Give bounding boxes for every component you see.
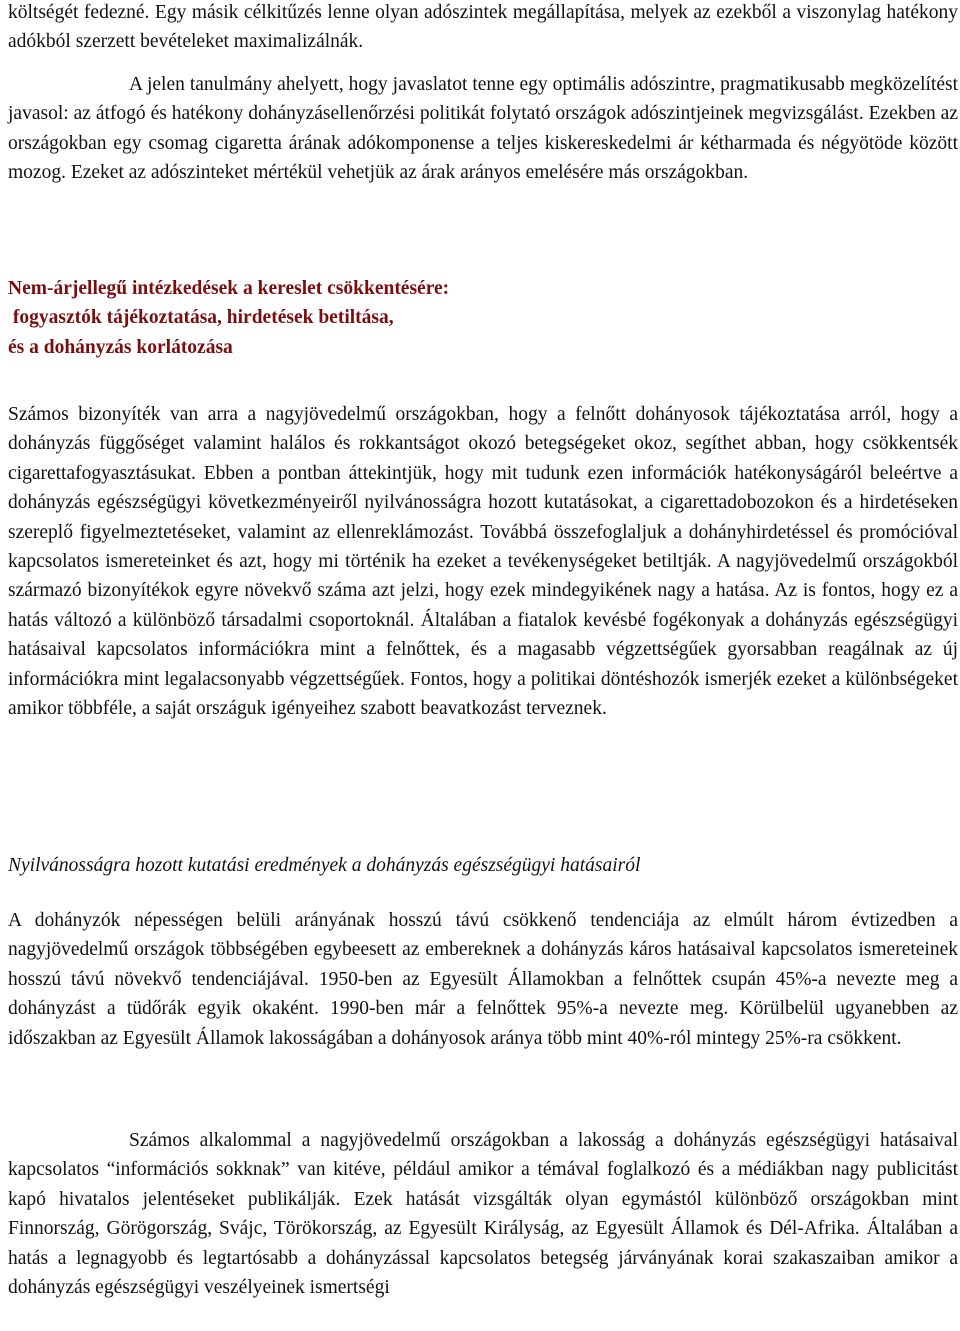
paragraph-information-shock: Számos alkalommal a nagyjövedelmű országokban a lakosság a dohányzás egészségügyi hatásaival kapcsolatos “információs sokknak” van kitéve, például amikor a témával foglalkozó és a médiákban nagy publicitást kapó hivatalos jelentéseket publikálják. Ezek hatását vizsgálták olyan egymástól különböző országokban mint Finnország, Görögország, Svájc, Törökország, az Egyesült Királyság, az Egyesült Államok és Dél-Afrika. Általában a hatás a legnagyobb és legtartósabb a dohányzással kapcsolatos betegség járványának korai szakaszaiban amikor a dohányzás egészségügyi veszélyeinek ismertségi (8, 1130, 958, 1299)
section-heading-line-1: Nem-árjellegű intézkedések a kereslet csökkentésére: (8, 278, 450, 299)
paragraph-pragmatic-approach: A jelen tanulmány ahelyett, hogy javaslatot tenne egy optimális adószintre, pragmatikusabb megközelítést javasol: az átfogó és hatékony dohányzásellenőrzési politikát folytató országok adószintjeinek megvizsgálást. Ezekben az országokban egy csomag cigaretta árának adókomponense a teljes kiskereskedelmi ár kétharmada és négyötöde között mozog. Ezeket az adószinteket mértékül vehetjük az árak arányos emelésére más országokban. (8, 74, 958, 184)
paragraph-tax-goals: költségét fedezné. Egy másik célkitűzés lenne olyan adószintek megállapítása, melyek az ezekből a viszonylag hatékony adókból szerzett bevételeket maximalizálnák. (8, 2, 958, 53)
section-heading-line-3: és a dohányzás korlátozása (8, 336, 233, 358)
section-heading (8, 274, 449, 362)
subsection-heading: Nyilvánosságra hozott kutatási eredmények a dohányzás egészségügyi hatásairól (8, 855, 641, 876)
paragraph-consumer-information: Számos bizonyíték van arra a nagyjövedelmű országokban, hogy a felnőtt dohányosok tájékoztatása arról, hogy a dohányzás függőséget valamint halálos és rokkantságot okozó betegségeket okoz, segíthet abban, hogy csökkentsék cigarettafogyasztásukat. Ebben a pontban áttekintjük, hogy mit tudunk ezen információk hatékonyságáról beleértve a dohányzás egészségügyi következményeiről nyilvánosságra hozott kutatásokat, a cigarettadobozokon és a hirdetéseken szereplő figyelmeztetéseket, valamint az ellenreklámozást. Továbbá összefoglaljuk a dohányhirdetéssel és promócióval kapcsolatos ismereteinket és azt, hogy mi történik ha ezeket a tevékenységeket betiltják. A nagyjövedelmű országokból származó bizonyítékok egyre növekvő száma azt jelzi, hogy ezek mindegyikének nagy a hatása. Az is fontos, hogy ez a hatás változó a különböző társadalmi csoportoknál. Általában a fiatalok kevésbé fogékonyak a dohányzás egészségügyi hatásaival kapcsolatos információkra mint a felnőttek, és a magasabb végzettségűek gyorsabban reagálnak az új információkra mint legalacsonyabb végzettségűek. Fontos, hogy a politikai döntéshozók ismerjék ezeket a különbségeket amikor többféle, a saját országuk igényeihez szabott beavatkozást terveznek. (8, 404, 958, 720)
paragraph-long-term-trends: A dohányzók népességen belüli arányának hosszú távú csökkenő tendenciája az elmúlt három évtizedben a nagyjövedelmű országok többségében egybeesett az embereknek a dohányzás káros hatásaival kapcsolatos ismereteinek hosszú távú növekvő tendenciájával. 1950-ben az Egyesült Államokban a felnőttek csupán 45%-a nevezte meg a dohányzást a tüdőrák egyik okaként. 1990-ben már a felnőttek 95%-a nevezte meg. Körülbelül ugyanebben az időszakban az Egyesült Államok lakosságában a dohányosok aránya több mint 40%-ról mintegy 25%-ra csökkent. (8, 910, 958, 1049)
section-heading-line-2: fogyasztók tájékoztatása, hirdetések betiltása, (8, 307, 394, 329)
